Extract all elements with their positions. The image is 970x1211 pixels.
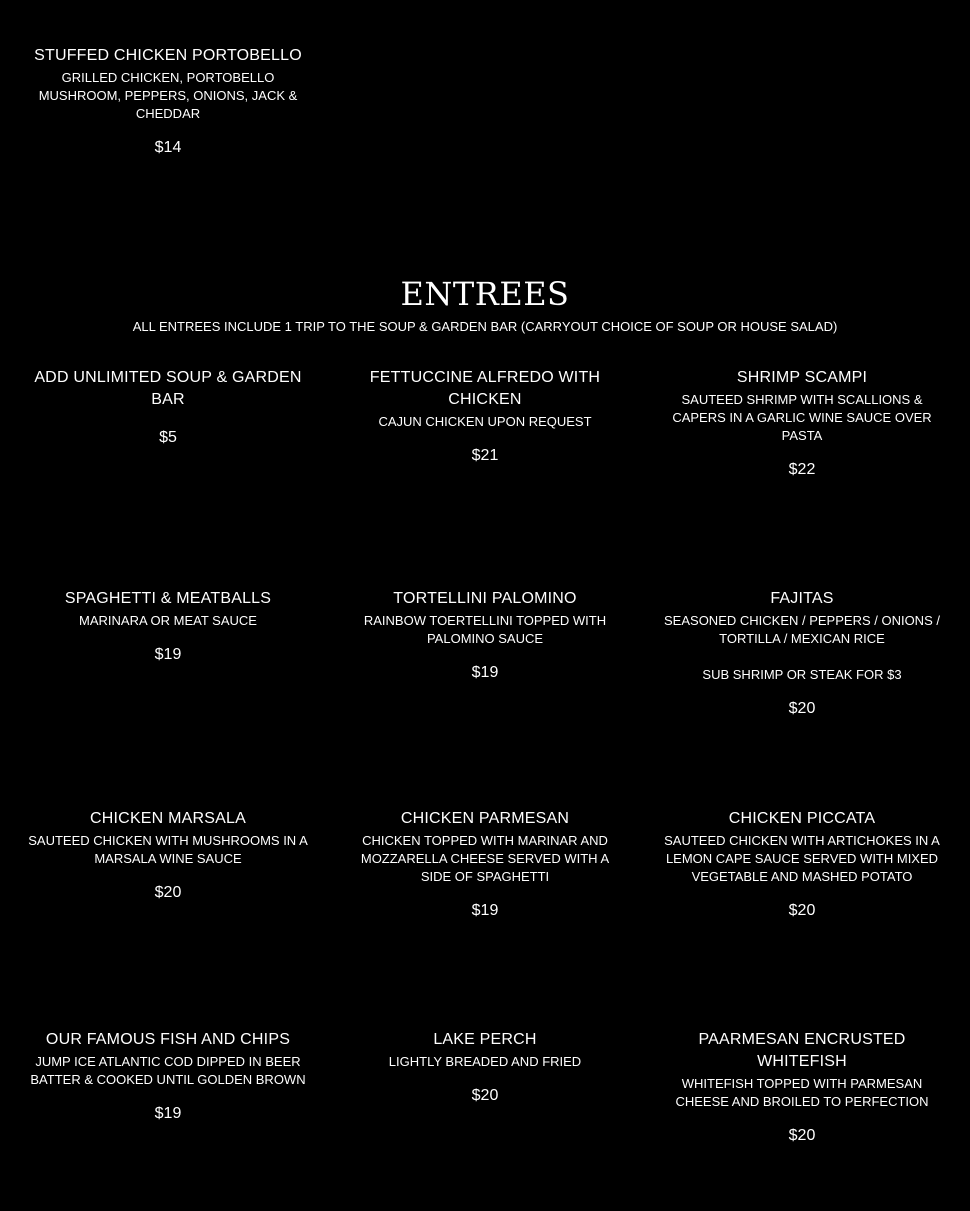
item-price: $20 — [154, 884, 182, 901]
item-name: LAKE PERCH — [433, 1031, 537, 1048]
item-name: FAJITAS — [770, 590, 834, 607]
item-name: CHICKEN PARMESAN — [400, 810, 570, 827]
menu-item-stuffed-chicken-portobello — [28, 45, 308, 159]
menu-item-chicken-marsala — [18, 808, 318, 904]
menu-item-lake-perch — [345, 1029, 625, 1107]
item-description: SEASONED CHICKEN / PEPPERS / ONIONS / TORTILLA / MEXICAN RICE — [664, 613, 940, 646]
item-name: TORTELLINI PALOMINO — [393, 590, 577, 607]
item-price: $20 — [788, 902, 816, 919]
item-name: PAARMESAN ENCRUSTED WHITEFISH — [698, 1031, 906, 1070]
section-subtitle: ALL ENTREES INCLUDE 1 TRIP TO THE SOUP & GARDEN BAR (CARRYOUT CHOICE OF SOUP OR HOUSE SALAD) — [132, 319, 838, 334]
menu-item-fajitas — [662, 588, 942, 720]
item-price: $19 — [154, 646, 182, 663]
menu-item-tortellini-palomino — [345, 588, 625, 684]
item-name: OUR FAMOUS FISH AND CHIPS — [45, 1031, 291, 1048]
item-name: CHICKEN PICCATA — [728, 810, 876, 827]
menu-item-spaghetti-meatballs — [28, 588, 308, 666]
menu-item-fish-and-chips — [28, 1029, 308, 1125]
section-title: ENTREES — [400, 275, 570, 313]
item-price: $5 — [159, 429, 177, 446]
item-price: $22 — [788, 461, 816, 478]
item-description: GRILLED CHICKEN, PORTOBELLO MUSHROOM, PEPPERS, ONIONS, JACK & CHEDDAR — [38, 70, 298, 121]
item-price: $21 — [471, 447, 499, 464]
item-price: $19 — [471, 664, 499, 681]
menu-item-unlimited-soup-garden-bar — [28, 367, 308, 449]
menu-item-chicken-piccata — [662, 808, 942, 922]
menu-item-chicken-parmesan — [345, 808, 625, 922]
item-name: CHICKEN MARSALA — [90, 810, 246, 827]
item-price: $20 — [788, 1127, 816, 1144]
item-price: $20 — [788, 700, 816, 717]
item-price: $14 — [154, 139, 182, 156]
item-description: JUMP ICE ATLANTIC COD DIPPED IN BEER BATTER & COOKED UNTIL GOLDEN BROWN — [30, 1054, 306, 1087]
item-description: CHICKEN TOPPED WITH MARINAR AND MOZZARELLA CHEESE SERVED WITH A SIDE OF SPAGHETTI — [360, 833, 610, 884]
item-name: SHRIMP SCAMPI — [736, 369, 868, 386]
item-note: SUB SHRIMP OR STEAK FOR $3 — [702, 667, 902, 682]
item-price: $19 — [154, 1105, 182, 1122]
item-name: ADD UNLIMITED SOUP & GARDEN BAR — [34, 369, 302, 408]
item-price: $19 — [471, 902, 499, 919]
item-name: FETTUCCINE ALFREDO WITH CHICKEN — [369, 369, 601, 408]
item-description: LIGHTLY BREADED AND FRIED — [388, 1054, 582, 1069]
menu-item-fettuccine-alfredo — [345, 367, 625, 467]
item-name: SPAGHETTI & MEATBALLS — [64, 590, 272, 607]
item-description: SAUTEED SHRIMP WITH SCALLIONS & CAPERS IN A GARLIC WINE SAUCE OVER PASTA — [672, 392, 932, 443]
item-description: CAJUN CHICKEN UPON REQUEST — [378, 414, 592, 429]
item-name: STUFFED CHICKEN PORTOBELLO — [34, 47, 302, 64]
item-description: RAINBOW TOERTELLINI TOPPED WITH PALOMINO SAUCE — [363, 613, 607, 646]
item-price: $20 — [471, 1087, 499, 1104]
menu-item-shrimp-scampi — [662, 367, 942, 481]
item-description: SAUTEED CHICKEN WITH MUSHROOMS IN A MARSALA WINE SAUCE — [28, 833, 308, 866]
menu-item-parmesan-encrusted-whitefish — [652, 1029, 952, 1147]
item-description: MARINARA OR MEAT SAUCE — [79, 613, 257, 628]
item-description: WHITEFISH TOPPED WITH PARMESAN CHEESE AND BROILED TO PERFECTION — [675, 1076, 929, 1109]
item-description: SAUTEED CHICKEN WITH ARTICHOKES IN A LEMON CAPE SAUCE SERVED WITH MIXED VEGETABLE AND MASHED POTATO — [664, 833, 940, 884]
